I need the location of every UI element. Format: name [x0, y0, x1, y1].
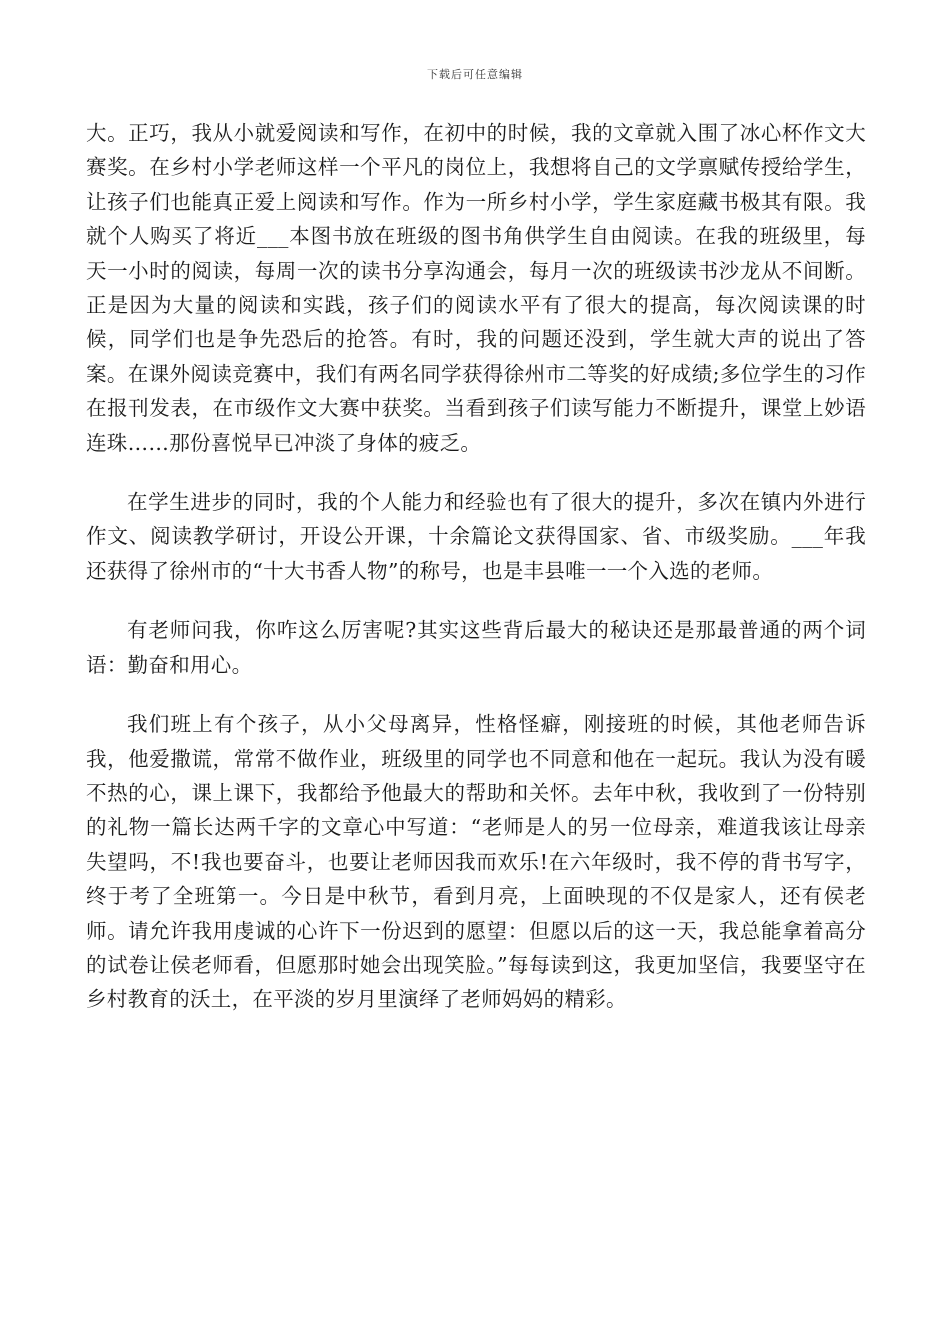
paragraph-3: 有老师问我，你咋这么厉害呢?其实这些背后最大的秘诀还是那最普通的两个词语：勤奋和用心。 [86, 618, 866, 677]
document-body [86, 116, 866, 1042]
paragraph-2: 在学生进步的同时，我的个人能力和经验也有了很大的提升，多次在镇内外进行作文、阅读教学研讨，开设公开课，十余篇论文获得国家、省、市级奖励。___年我还获得了徐州市的“十大书香人物”的称号，也是丰县唯一一个入选的老师。 [86, 490, 866, 583]
paragraph-1: 大。正巧，我从小就爱阅读和写作，在初中的时候，我的文章就入围了冰心杯作文大赛奖。在乡村小学老师这样一个平凡的岗位上，我想将自己的文学禀赋传授给学生，让孩子们也能真正爱上阅读和写作。作为一所乡村小学，学生家庭藏书极其有限。我就个人购买了将近___本图书放在班级的图书角供学生自由阅读。在我的班级里，每天一小时的阅读，每周一次的读书分享沟通会，每月一次的班级读书沙龙从不间断。正是因为大量的阅读和实践，孩子们的阅读水平有了很大的提高，每次阅读课的时候，同学们也是争先恐后的抢答。有时，我的问题还没到，学生就大声的说出了答案。在课外阅读竞赛中，我们有两名同学获得徐州市二等奖的好成绩;多位学生的习作在报刊发表，在市级作文大赛中获奖。当看到孩子们读写能力不断提升，课堂上妙语连珠……那份喜悦早已冲淡了身体的疲乏。 [86, 121, 866, 455]
paragraph-4: 我们班上有个孩子，从小父母离异，性格怪癖，刚接班的时候，其他老师告诉我，他爱撒谎，常常不做作业，班级里的同学也不同意和他在一起玩。我认为没有暖不热的心，课上课下，我都给予他最大的帮助和关怀。去年中秋，我收到了一份特别的礼物一篇长达两千字的文章心中写道：“老师是人的另一位母亲，难道我该让母亲失望吗，不!我也要奋斗，也要让老师因我而欢乐!在六年级时，我不停的背书写字，终于考了全班第一。今日是中秋节，看到月亮，上面映现的不仅是家人，还有侯老师。请允许我用虔诚的心许下一份迟到的愿望：但愿以后的这一天，我总能拿着高分的试卷让侯老师看，但愿那时她会出现笑脸。”每每读到这，我更加坚信，我要坚守在乡村教育的沃土，在平淡的岁月里演绎了老师妈妈的精彩。 [86, 712, 866, 1012]
page-header: 下载后可任意编辑 [427, 68, 523, 81]
